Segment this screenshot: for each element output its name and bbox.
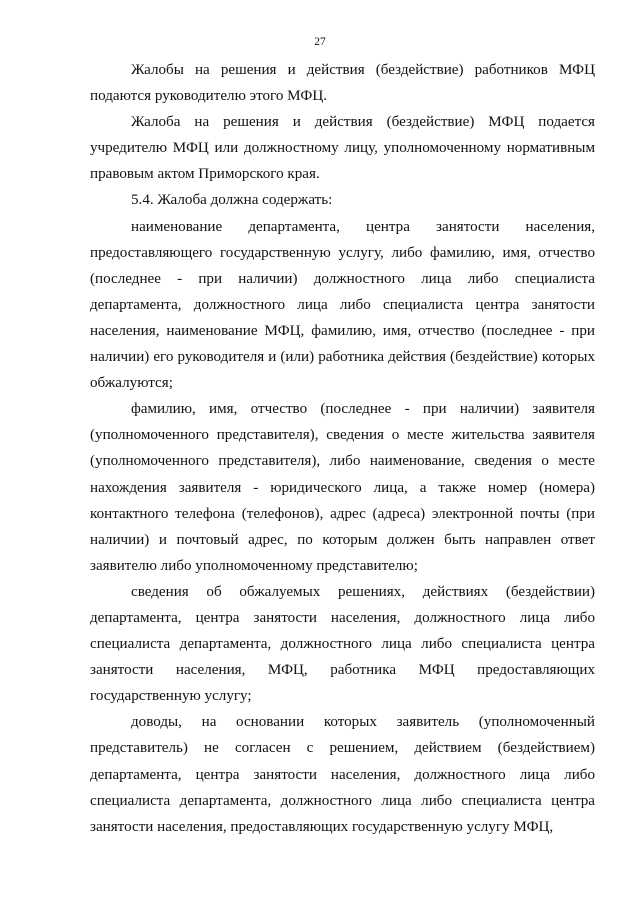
page-number: 27	[314, 36, 326, 48]
paragraph-complaints-to-mfc-founder: Жалоба на решения и действия (бездействие) МФЦ подается учредителю МФЦ или должностному лицу, уполномоченному нормативным правовым актом Приморского края.	[90, 114, 595, 183]
paragraph-appealed-decisions: сведения об обжалуемых решениях, действиях (бездействии) департамента, центра занятости населения, должностного лица либо специалиста департамента, должностного лица либо специалиста центра занятости населения, МФЦ, работника МФЦ предоставляющих государственную услугу;	[90, 583, 595, 705]
section-heading-5-4: 5.4. Жалоба должна содержать:	[131, 192, 333, 209]
document-body	[90, 57, 595, 840]
paragraph-applicant-details: фамилию, имя, отчество (последнее - при наличии) заявителя (уполномоченного представителя), сведения о месте жительства заявителя (уполномоченного представителя), либо наименование, сведения о месте нахождения заявителя - юридического лица, а также номер (номера) контактного телефона (телефонов), адрес (адреса) электронной почты (при наличии) и почтовый адрес, по которым должен быть направлен ответ заявителю либо уполномоченному представителю;	[90, 401, 595, 574]
paragraph-complaints-to-mfc-head: Жалобы на решения и действия (бездействие) работников МФЦ подаются руководителю этого МФЦ.	[90, 62, 595, 105]
paragraph-department-name: наименование департамента, центра занятости населения, предоставляющего государственную услугу, либо фамилию, имя, отчество (последнее - при наличии) должностного лица либо специалиста департамента, должностного лица либо специалиста центра занятости населения, наименование МФЦ, фамилию, имя, отчество (последнее - при наличии) его руководителя и (или) работника действия (бездействие) которых обжалуются;	[90, 218, 595, 392]
paragraph-arguments: доводы, на основании которых заявитель (уполномоченный представитель) не согласен с решением, действием (бездействием) департамента, центра занятости населения, должностного лица либо специалиста департамента, должностного лица либо специалиста центра занятости населения, предоставляющих государственную услугу МФЦ,	[90, 714, 595, 835]
